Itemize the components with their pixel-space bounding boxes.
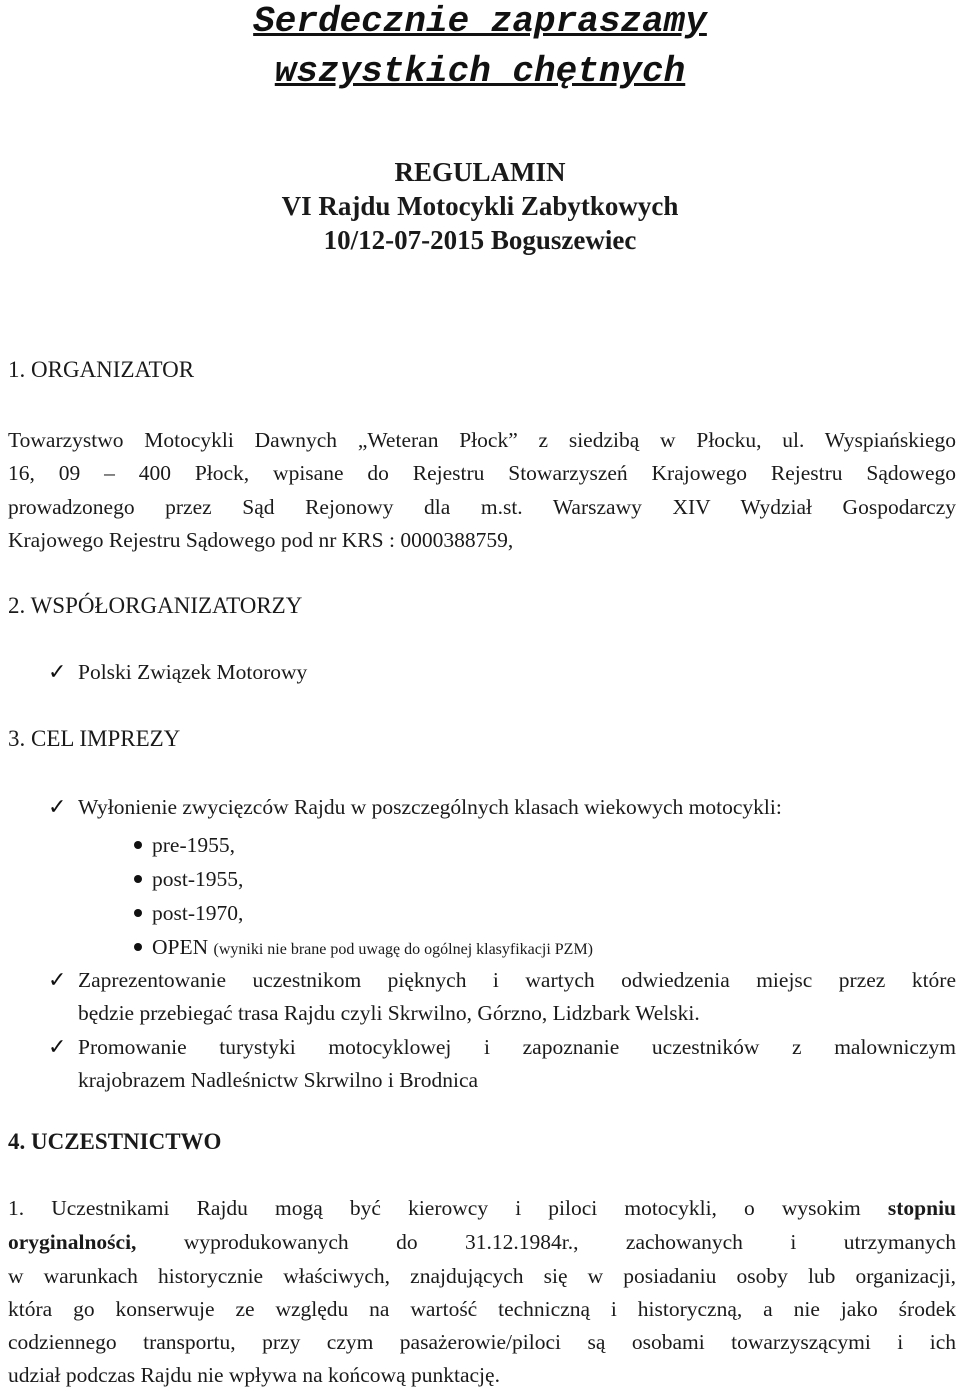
- rally-date-place: 10/12-07-2015 Boguszewiec: [323, 225, 637, 255]
- participation-line-1: [8, 1193, 956, 1223]
- class-open-note: (wyniki nie brane pod uwagę do ogólnej klasyfikacji PZM): [213, 941, 593, 958]
- section-1-heading: 1. ORGANIZATOR: [8, 357, 195, 382]
- check-icon: ✓: [48, 1034, 67, 1059]
- bullet-icon: [134, 943, 142, 951]
- bullet-icon: [134, 875, 142, 883]
- class-open: [152, 932, 593, 965]
- check-icon: ✓: [48, 659, 67, 684]
- rally-name: VI Rajdu Motocykli Zabytkowych: [281, 191, 679, 221]
- goal-item-1: Wyłonienie zwycięzców Rajdu w poszczególnych klasach wiekowych motocykli:: [78, 795, 782, 819]
- goal-item-3-line-2: krajobrazem Nadleśnictw Skrwilno i Brodnica: [78, 1068, 479, 1092]
- class-post-1970: post-1970,: [152, 901, 244, 925]
- organizer-line-1: Towarzystwo Motocykli Dawnych „Weteran Płock” z siedzibą w Płocku, ul. Wyspiańskiego: [8, 428, 956, 452]
- section-2-heading: 2. WSPÓŁORGANIZATORZY: [8, 593, 303, 618]
- check-icon: ✓: [48, 967, 67, 992]
- bullet-icon: [134, 841, 142, 849]
- organizer-line-2: 16, 09 – 400 Płock, wpisane do Rejestru Stowarzyszeń Krajowego Rejestru Sądowego: [8, 461, 956, 485]
- organizer-line-3: prowadzonego przez Sąd Rejonowy dla m.st. Warszawy XIV Wydział Gospodarczy: [8, 495, 956, 519]
- co-organizer-item: Polski Związek Motorowy: [78, 660, 308, 684]
- class-open-label: OPEN: [152, 935, 209, 959]
- section-4-heading: 4. UCZESTNICTWO: [8, 1129, 222, 1154]
- participation-line-2: [8, 1227, 956, 1257]
- participation-text-1a: 1. Uczestnikami Rajdu mogą być kierowcy i piloci motocykli, o wysokim: [8, 1196, 861, 1220]
- check-icon: ✓: [48, 794, 67, 819]
- goal-item-3-line-1: Promowanie turystyki motocyklowej i zapoznanie uczestników z malowniczym: [78, 1035, 956, 1059]
- participation-line-5: codziennego transportu, przy czym pasażerowie/piloci są osobami towarzyszącymi i ich: [8, 1330, 956, 1354]
- participation-line-3: w warunkach historycznie właściwych, znajdujących się w posiadaniu osoby lub organizacji,: [8, 1264, 956, 1288]
- participation-line-4: która go konserwuje ze względu na wartość techniczną i historyczną, a nie jako środek: [8, 1297, 956, 1321]
- invitation-line-1: Serdecznie zapraszamy: [253, 1, 707, 42]
- goal-item-2-line-2: będzie przebiegać trasa Rajdu czyli Skrwilno, Górzno, Lidzbark Welski.: [78, 1001, 700, 1025]
- participation-text-1b: stopniu: [887, 1196, 956, 1220]
- participation-text-2a: oryginalności,: [8, 1230, 137, 1254]
- bullet-icon: [134, 909, 142, 917]
- section-3-heading: 3. CEL IMPREZY: [8, 726, 181, 751]
- organizer-line-4: Krajowego Rejestru Sądowego pod nr KRS : 0000388759,: [8, 528, 514, 552]
- goal-item-2-line-1: Zaprezentowanie uczestnikom pięknych i wartych odwiedzenia miejsc przez które: [78, 968, 956, 992]
- participation-line-6: udział podczas Rajdu nie wpływa na końcową punktację.: [8, 1363, 500, 1387]
- regulation-title: REGULAMIN: [394, 157, 566, 187]
- participation-text-2b: wyprodukowanych do 31.12.1984r., zachowanych i utrzymanych: [183, 1230, 956, 1254]
- invitation-line-2: wszystkich chętnych: [274, 51, 686, 92]
- class-post-1955: post-1955,: [152, 867, 244, 891]
- class-pre-1955: pre-1955,: [152, 833, 235, 857]
